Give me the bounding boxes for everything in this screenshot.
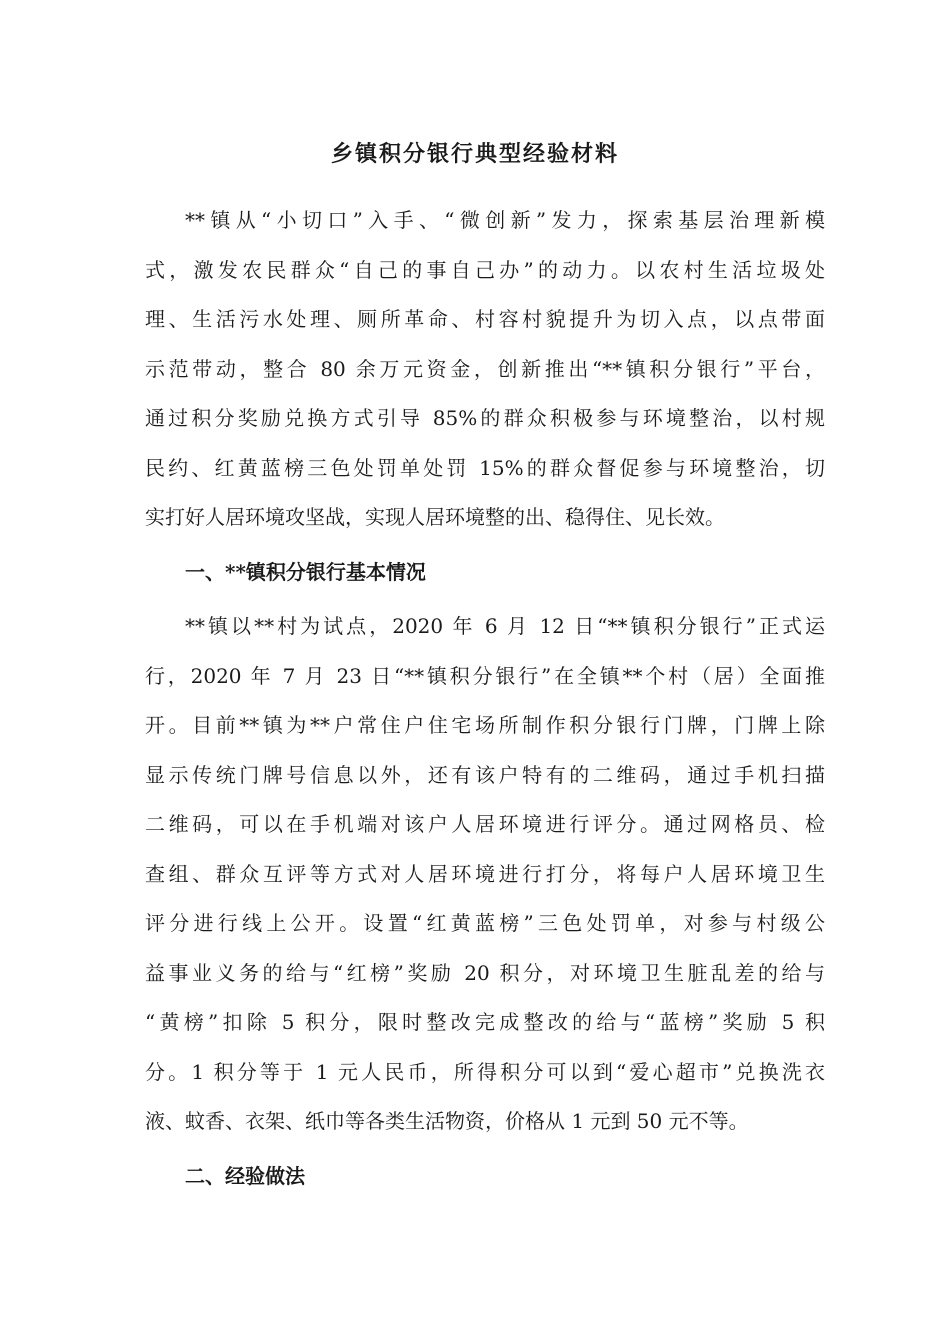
paragraph-line: 益事业义务的给与“红榜”奖励 20 积分，对环境卫生脏乱差的给与	[145, 960, 825, 985]
paragraph-line: 式，激发农民群众“自己的事自己办”的动力。以农村生活垃圾处	[145, 257, 825, 282]
intro-paragraph	[145, 196, 825, 543]
section1-paragraph	[145, 602, 825, 1147]
paragraph-line: **镇以**村为试点，2020 年 6 月 12 日“**镇积分银行”正式运	[185, 614, 825, 638]
section-heading-2: 二、经验做法	[185, 1163, 305, 1188]
paragraph-line: 开。目前**镇为**户常住户住宅场所制作积分银行门牌，门牌上除	[145, 713, 825, 737]
paragraph-line: 示范带动，整合 80 余万元资金，创新推出“**镇积分银行”平台，	[145, 356, 825, 381]
paragraph-line: 理、生活污水处理、厕所革命、村容村貌提升为切入点，以点带面	[145, 307, 825, 331]
paragraph-line: 液、蚊香、衣架、纸巾等各类生活物资，价格从 1 元到 50 元不等。	[145, 1109, 749, 1133]
paragraph-line: **镇从“小切口”入手、“微创新”发力，探索基层治理新模	[185, 208, 825, 232]
paragraph-line: 分。1 积分等于 1 元人民币，所得积分可以到“爱心超市”兑换洗衣	[145, 1059, 825, 1084]
paragraph-line: 显示传统门牌号信息以外，还有该户特有的二维码，通过手机扫描	[145, 762, 825, 787]
paragraph-line: 民约、红黄蓝榜三色处罚单处罚 15%的群众督促参与环境整治，切	[145, 455, 825, 480]
document-body	[145, 196, 825, 1201]
section-heading-1: 一、**镇积分银行基本情况	[185, 559, 426, 584]
document-title: 乡镇积分银行典型经验材料	[330, 141, 619, 167]
paragraph-line: 查组、群众互评等方式对人居环境进行打分，将每户人居环境卫生	[145, 861, 825, 886]
paragraph-line: “黄榜”扣除 5 积分，限时整改完成整改的给与“蓝榜”奖励 5 积	[145, 1010, 825, 1034]
paragraph-line: 评分进行线上公开。设置“红黄蓝榜”三色处罚单，对参与村级公	[145, 911, 825, 935]
paragraph-line: 二维码，可以在手机端对该户人居环境进行评分。通过网格员、检	[145, 812, 825, 836]
paragraph-line: 行，2020 年 7 月 23 日“**镇积分银行”在全镇**个村（居）全面推	[145, 663, 825, 688]
paragraph-line: 通过积分奖励兑换方式引导 85%的群众积极参与环境整治，以村规	[145, 406, 825, 430]
paragraph-line: 实打好人居环境攻坚战，实现人居环境整的出、稳得住、见长效。	[145, 505, 725, 529]
